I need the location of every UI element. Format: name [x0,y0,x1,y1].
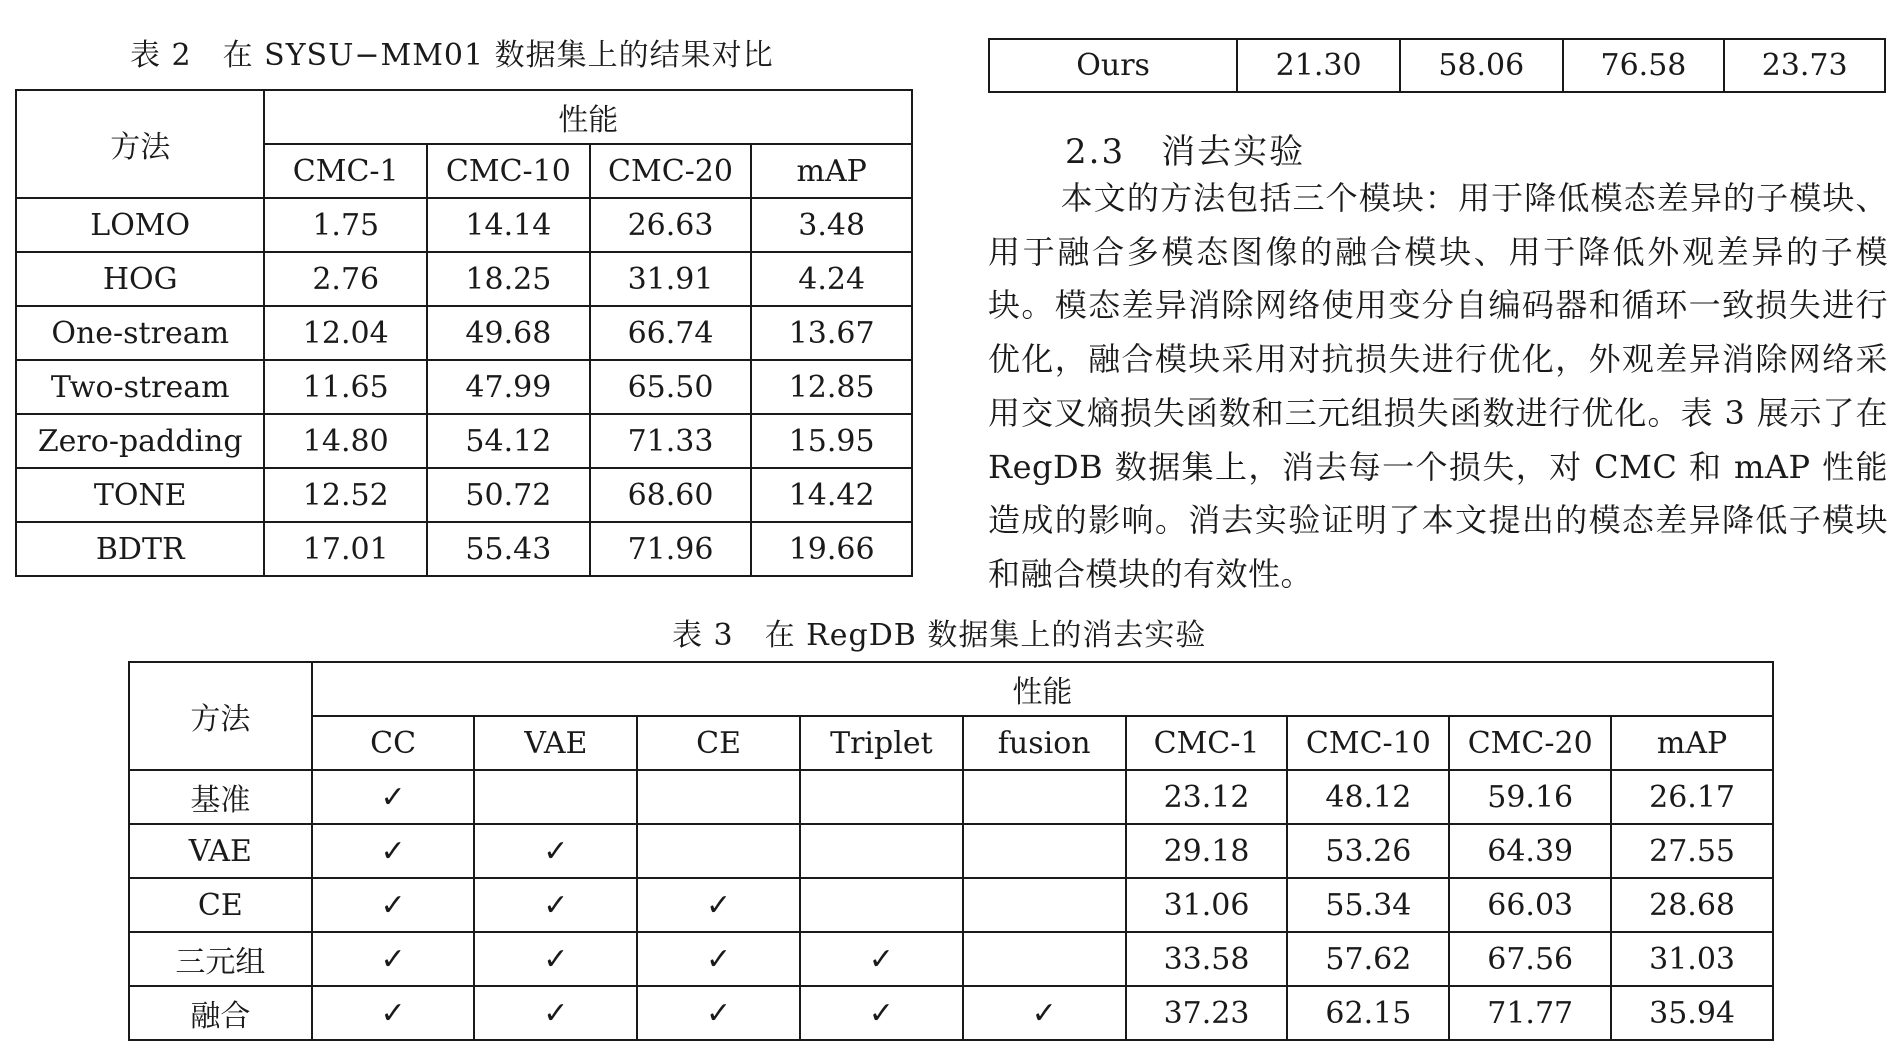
table-cell-method: Two-stream [16,360,264,414]
table-cell: 14.42 [751,468,912,522]
table-cell: 37.23 [1126,986,1288,1040]
table-cell: 3.48 [751,198,912,252]
table-cell: 17.01 [264,522,427,576]
table2 [15,89,913,577]
table-cell: 35.94 [1611,986,1773,1040]
table-cell: 53.26 [1287,824,1449,878]
table-cell-empty [637,770,800,824]
table-cell-method: VAE [129,824,312,878]
table-cell-method: TONE [16,468,264,522]
table-row [129,824,1773,878]
table3-col-header: CC [312,716,475,770]
table-row [989,39,1885,92]
table-row [16,522,912,576]
table-cell: 27.55 [1611,824,1773,878]
table-cell: 26.63 [590,198,752,252]
table3-col-header: CMC-10 [1287,716,1449,770]
table-cell: 19.66 [751,522,912,576]
table-cell: 71.33 [590,414,752,468]
table-row [16,306,912,360]
paragraph-text: 本文的方法包括三个模块：用于降低模态差异的子模块、用于融合多模态图像的融合模块、用于降低外观差异的子模块。模态差异消除网络使用变分自编码器和循环一致损失进行优化，融合模块采用对抗损失进行优化，外观差异消除网络采用交叉熵损失函数和三元组损失函数进行优化。表 3 展示了在 RegDB 数据集上，消去每一个损失，对 CMC 和 mAP 性能造成的影响。消去实验证明了本文提出的模态差异降低子模块和融合模块的有效性。 [988,179,1888,593]
table-row [16,198,912,252]
table-cell-empty [963,878,1126,932]
table-cell: 12.04 [264,306,427,360]
table-cell: 58.06 [1400,39,1563,92]
checkmark-icon: ✓ [800,932,963,986]
table-cell: 76.58 [1563,39,1725,92]
table3-col-header: CE [637,716,800,770]
table2-col-header: mAP [751,144,912,198]
table-cell-empty [637,824,800,878]
checkmark-icon: ✓ [637,878,800,932]
table-cell: 23.73 [1724,39,1885,92]
table-cell-empty [963,824,1126,878]
table-cell: 50.72 [427,468,590,522]
checkmark-icon: ✓ [474,986,637,1040]
table-cell-method: LOMO [16,198,264,252]
table-cell-empty [474,770,637,824]
table-cell-empty [800,770,963,824]
table-row [129,986,1773,1040]
table-cell: 21.30 [1237,39,1400,92]
checkmark-icon: ✓ [312,824,475,878]
table-cell: 12.85 [751,360,912,414]
table-cell: 28.68 [1611,878,1773,932]
table-cell-method: 三元组 [129,932,312,986]
table3-col-header: Triplet [800,716,963,770]
table-row [16,252,912,306]
checkmark-icon: ✓ [800,986,963,1040]
table-row [129,770,1773,824]
table-cell: 66.74 [590,306,752,360]
table-cell: 59.16 [1449,770,1611,824]
table-cell-method: 基准 [129,770,312,824]
table-cell: 64.39 [1449,824,1611,878]
table-row [16,360,912,414]
table-cell: 47.99 [427,360,590,414]
checkmark-icon: ✓ [474,932,637,986]
table2-caption: 表 2 在 SYSU−MM01 数据集上的结果对比 [130,38,774,73]
table3-col-header: fusion [963,716,1126,770]
table-cell: 49.68 [427,306,590,360]
table2-col-header: CMC-20 [590,144,752,198]
checkmark-icon: ✓ [637,986,800,1040]
checkmark-icon: ✓ [312,878,475,932]
table3-col-header: VAE [474,716,637,770]
table2-method-header: 方法 [16,90,264,198]
table-cell: 31.91 [590,252,752,306]
section-paragraph [988,172,1888,602]
table-cell: 13.67 [751,306,912,360]
table-cell-empty [800,824,963,878]
table-cell: 62.15 [1287,986,1449,1040]
table-cell: 12.52 [264,468,427,522]
table-cell-empty [963,770,1126,824]
table-cell: 18.25 [427,252,590,306]
table-cell: 15.95 [751,414,912,468]
table-cell-method: Ours [989,39,1237,92]
table2-continued [988,38,1886,93]
table-cell: 2.76 [264,252,427,306]
table-cell-method: CE [129,878,312,932]
table-cell: 65.50 [590,360,752,414]
table3-col-header: CMC-1 [1126,716,1288,770]
table-cell: 68.60 [590,468,752,522]
table-cell: 29.18 [1126,824,1288,878]
table-cell: 14.80 [264,414,427,468]
section-title: 2.3 消去实验 [1065,132,1306,172]
checkmark-icon: ✓ [312,932,475,986]
table-cell-method: HOG [16,252,264,306]
table-row [129,932,1773,986]
checkmark-icon: ✓ [963,986,1126,1040]
table-cell-method: Zero-padding [16,414,264,468]
table-cell: 14.14 [427,198,590,252]
checkmark-icon: ✓ [312,770,475,824]
table2-col-header: CMC-1 [264,144,427,198]
table-cell: 67.56 [1449,932,1611,986]
table-row [129,878,1773,932]
checkmark-icon: ✓ [474,878,637,932]
checkmark-icon: ✓ [637,932,800,986]
table-cell: 1.75 [264,198,427,252]
checkmark-icon: ✓ [312,986,475,1040]
table-cell-empty [963,932,1126,986]
table-cell: 31.03 [1611,932,1773,986]
table3-caption: 表 3 在 RegDB 数据集上的消去实验 [672,618,1207,653]
table3-perf-header: 性能 [312,662,1773,716]
table-cell: 55.43 [427,522,590,576]
table-cell: 66.03 [1449,878,1611,932]
table2-perf-header: 性能 [264,90,912,144]
table-cell: 26.17 [1611,770,1773,824]
table3-col-header: CMC-20 [1449,716,1611,770]
checkmark-icon: ✓ [474,824,637,878]
table3 [128,661,1774,1041]
table-cell: 31.06 [1126,878,1288,932]
table3-col-header: mAP [1611,716,1773,770]
table-row [16,468,912,522]
table-cell-method: 融合 [129,986,312,1040]
table-cell: 33.58 [1126,932,1288,986]
table-cell: 54.12 [427,414,590,468]
table-cell: 23.12 [1126,770,1288,824]
table-cell: 11.65 [264,360,427,414]
table-cell: 48.12 [1287,770,1449,824]
table-cell: 71.96 [590,522,752,576]
table-cell: 55.34 [1287,878,1449,932]
table-cell-empty [800,878,963,932]
table-cell: 71.77 [1449,986,1611,1040]
table-cell: 4.24 [751,252,912,306]
table-cell-method: BDTR [16,522,264,576]
table-row [16,414,912,468]
table-cell-method: One-stream [16,306,264,360]
table2-col-header: CMC-10 [427,144,590,198]
table-cell: 57.62 [1287,932,1449,986]
table3-method-header: 方法 [129,662,312,770]
